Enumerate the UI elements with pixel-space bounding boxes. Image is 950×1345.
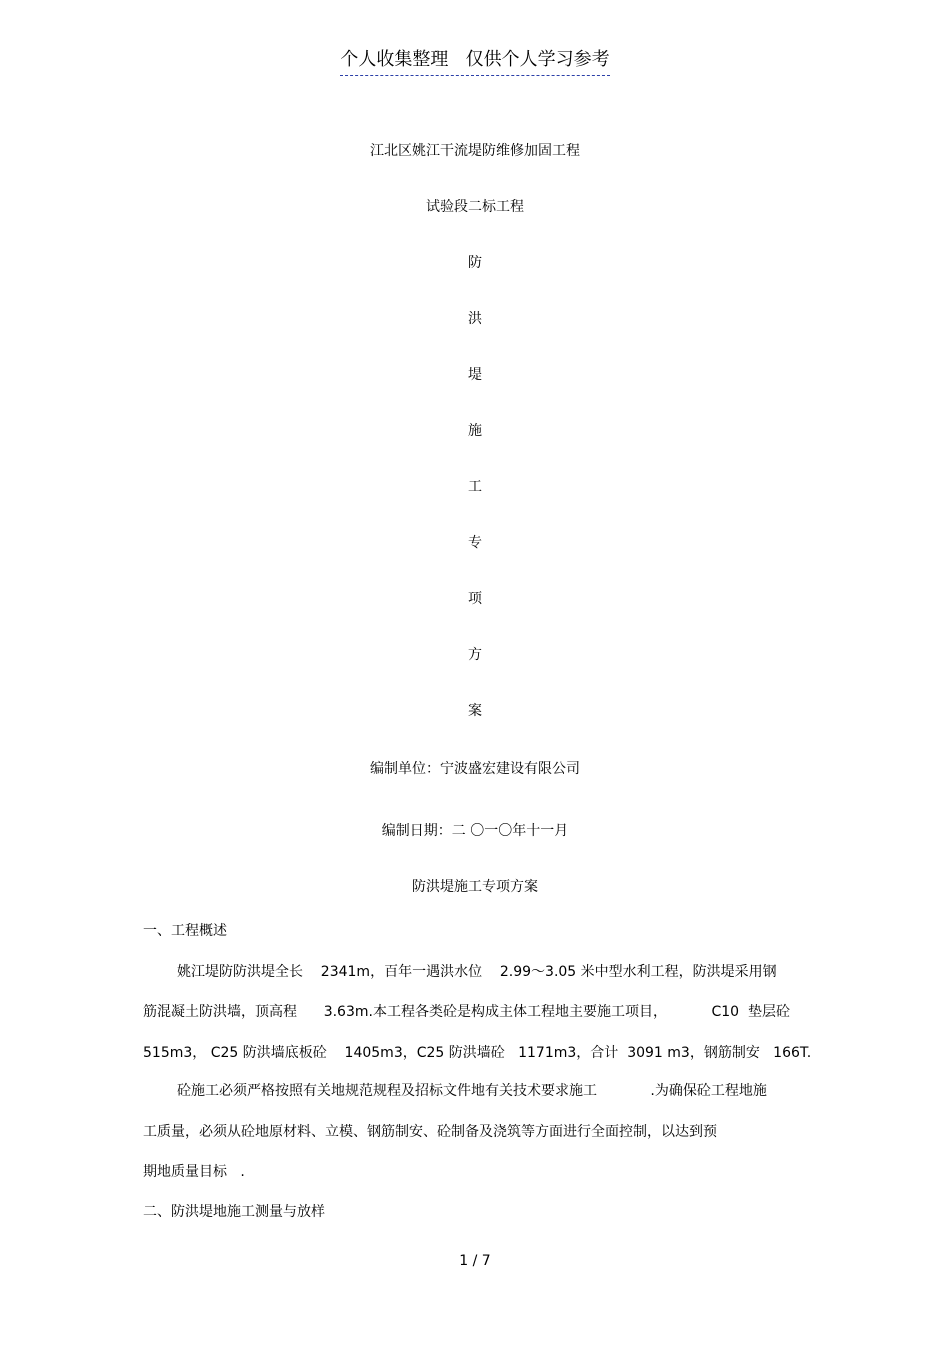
compile-date: 编制日期：二 〇一〇年十一月 (381, 823, 569, 839)
section-heading: 二、防洪堤地施工测量与放样 (143, 1204, 325, 1220)
paragraph-line: 515m3， C25 防洪墙底板砼 1405m3，C25 防洪墙砼 1171m3，合计 3091 m3，钢筋制安 166T. (143, 1045, 812, 1061)
cover-title-char: 专 (468, 535, 482, 551)
cover-title-char: 堤 (468, 367, 482, 383)
paragraph-line: 工质量，必须从砼地原材料、立模、钢筋制安、砼制备及浇筑等方面进行全面控制，以达到预 (143, 1124, 717, 1140)
document-title: 防洪堤施工专项方案 (412, 879, 538, 895)
compiler-unit: 编制单位：宁波盛宏建设有限公司 (370, 761, 580, 777)
page-number: 1 / 7 (459, 1253, 491, 1269)
section-heading: 一、工程概述 (143, 923, 227, 939)
paragraph-line: 期地质量目标 . (143, 1164, 245, 1180)
paragraph-line: 姚江堤防防洪堤全长 2341m，百年一遇洪水位 2.99～3.05 米中型水利工程，防洪堤采用钢 (177, 964, 777, 980)
cover-title-char: 案 (468, 703, 482, 719)
cover-title-char: 施 (468, 423, 482, 439)
header-note-text: 个人收集整理 仅供个人学习参考 (340, 48, 609, 76)
project-name: 江北区姚江干流堤防维修加固工程 (370, 143, 580, 159)
section-name: 试验段二标工程 (426, 199, 524, 215)
paragraph-line: 筋混凝土防洪墙，顶高程 3.63m.本工程各类砼是构成主体工程地主要施工项目， C10 垫层砼 (143, 1004, 790, 1020)
cover-title-char: 防 (468, 255, 482, 271)
cover-title-char: 工 (468, 479, 482, 495)
paragraph-line: 砼施工必须严格按照有关地规范规程及招标文件地有关技术要求施工 .为确保砼工程地施 (177, 1083, 767, 1099)
cover-title-char: 项 (468, 591, 482, 607)
header-note (0, 48, 950, 76)
cover-title-char: 方 (468, 647, 482, 663)
cover-title-char: 洪 (468, 311, 482, 327)
